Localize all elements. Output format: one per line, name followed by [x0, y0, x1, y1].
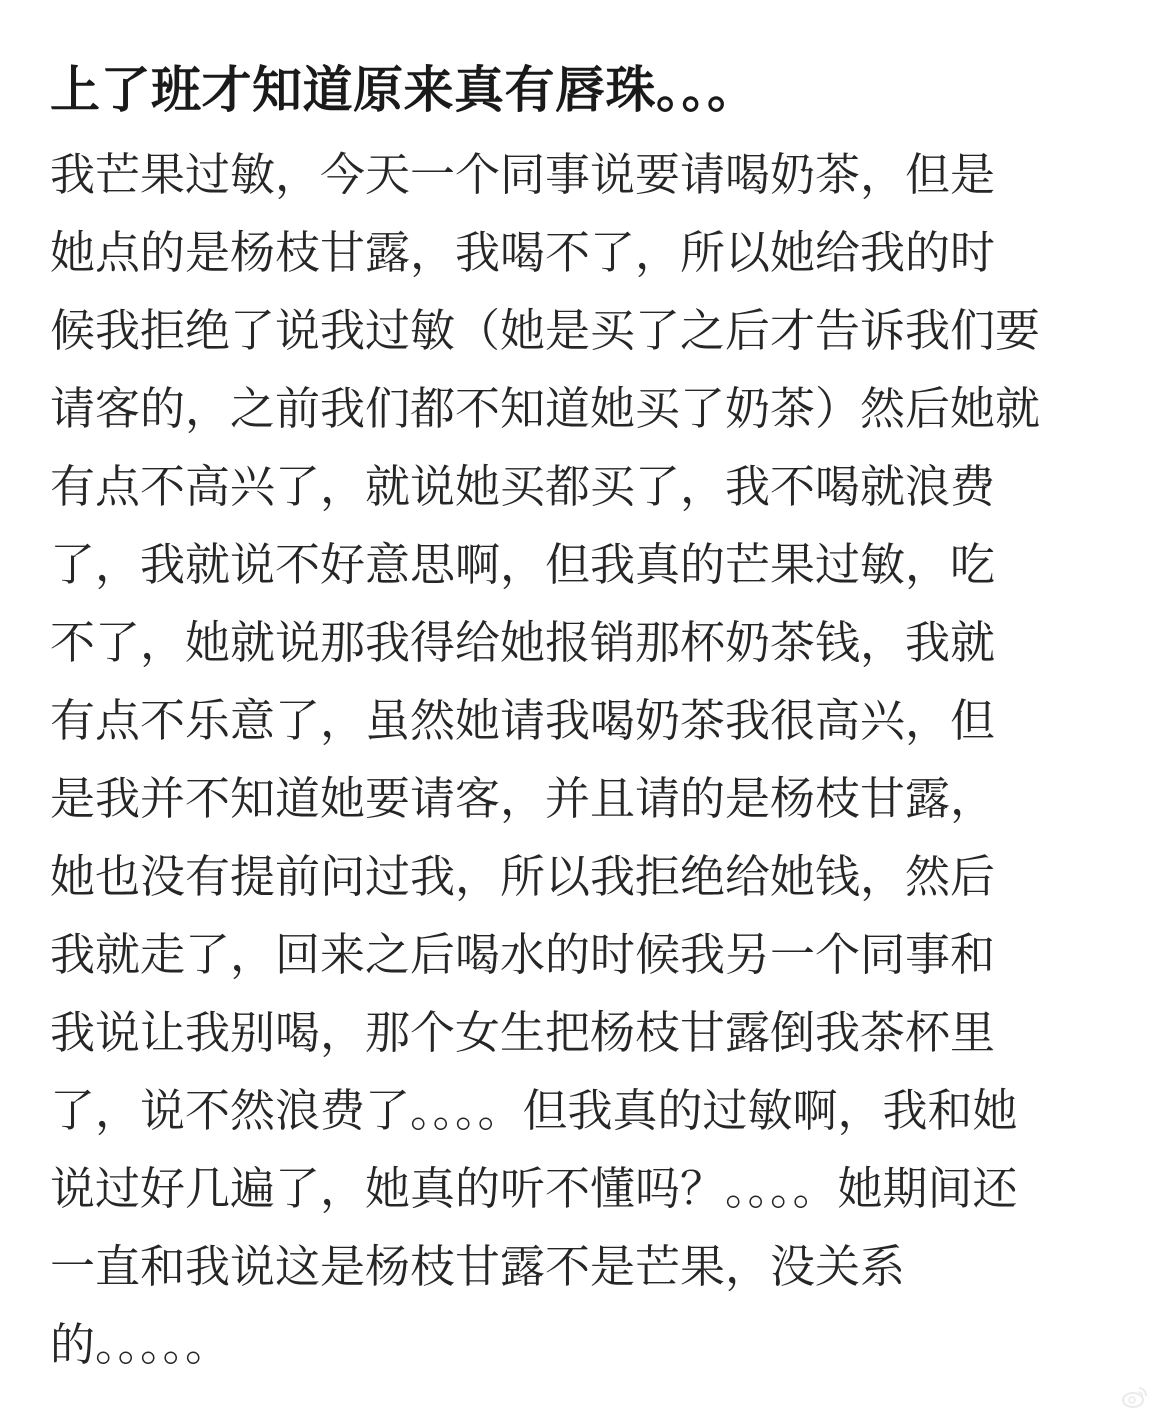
post-body-line: 是我并不知道她要请客，并且请的是杨枝甘露，	[50, 772, 996, 825]
post-body-line: 有点不乐意了，虽然她请我喝奶茶我很高兴，但	[50, 694, 996, 747]
post-body-line: 不了，她就说那我得给她报销那杯奶茶钱，我就	[50, 616, 996, 669]
post-body-line: 我芒果过敏，今天一个同事说要请喝奶茶，但是	[50, 148, 996, 201]
post-title: 上了班才知道原来真有唇珠。。。	[50, 61, 758, 119]
post-body	[50, 136, 1120, 1384]
post-body-line: 有点不高兴了，就说她买都买了，我不喝就浪费	[50, 460, 996, 513]
post-body-line: 请客的，之前我们都不知道她买了奶茶）然后她就	[50, 382, 1041, 435]
post-body-line: 说过好几遍了，她真的听不懂吗？。。。。她期间还	[50, 1162, 1018, 1215]
post-body-line: 的。。。。。	[50, 1318, 231, 1371]
weibo-logo-icon	[1122, 1386, 1148, 1408]
post-body-line: 我说让我别喝，那个女生把杨枝甘露倒我茶杯里	[50, 1006, 996, 1059]
post-body-line: 了，说不然浪费了。。。。但我真的过敏啊，我和她	[50, 1084, 1018, 1137]
post-body-line: 我就走了，回来之后喝水的时候我另一个同事和	[50, 928, 996, 981]
watermark	[1122, 1386, 1148, 1408]
post-body-line: 一直和我说这是杨枝甘露不是芒果，没关系	[50, 1240, 906, 1293]
post-body-line: 了，我就说不好意思啊，但我真的芒果过敏，吃	[50, 538, 996, 591]
post-body-line: 候我拒绝了说我过敏（她是买了之后才告诉我们要	[50, 304, 1041, 357]
post-body-line: 她也没有提前问过我，所以我拒绝给她钱，然后	[50, 850, 996, 903]
post-body-line: 她点的是杨枝甘露，我喝不了，所以她给我的时	[50, 226, 996, 279]
